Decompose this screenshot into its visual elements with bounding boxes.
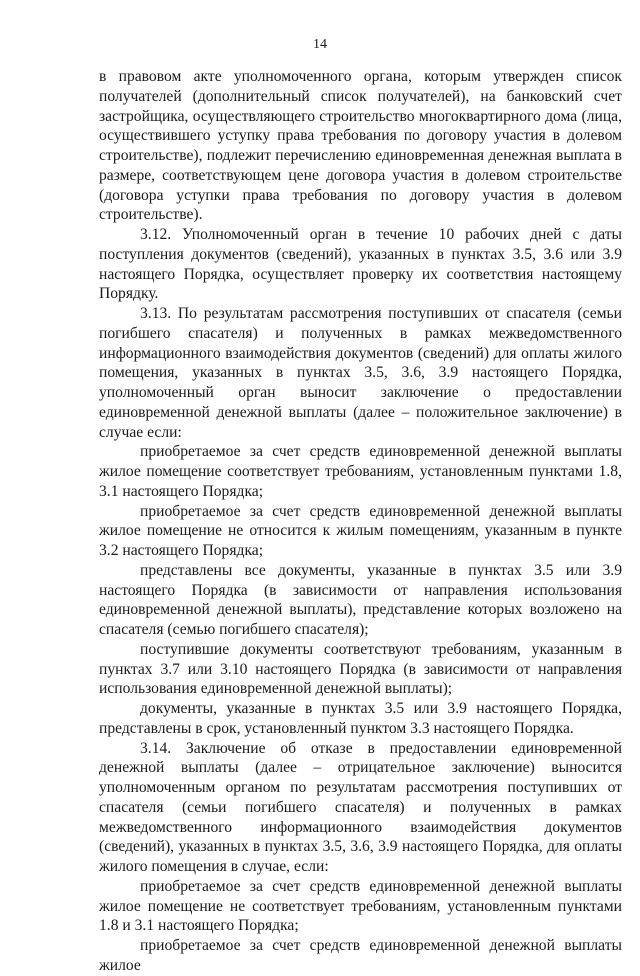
- paragraph-3-14: 3.14. Заключение об отказе в предоставлении единовременной денежной выплаты (далее – отрицательное заключение) выносится уполномоченным органом по результатам рассмотрения поступивших от спасателя (семьи погибшего спасателя) и полученных в рамках межведомственного информационного взаимодействия документов (сведений), указанных в пунктах 3.5, 3.6, 3.9 настоящего Порядка, для оплаты жилого помещения в случае, если:: [99, 739, 622, 875]
- document-body: [99, 67, 622, 976]
- condition-item: представлены все документы, указанные в пунктах 3.5 или 3.9 настоящего Порядка (в зависимости от направления использования единовременной денежной выплаты), представление которых возложено на спасателя (семью погибшего спасателя);: [99, 561, 622, 638]
- paragraph-3-13: 3.13. По результатам рассмотрения поступивших от спасателя (семьи погибшего спасателя) и полученных в рамках межведомственного информационного взаимодействия документов (сведений) для оплаты жилого помещения, указанных в пунктах 3.5, 3.6, 3.9 настоящего Порядка, уполномоченный орган выносит заключение о предоставлении единовременной денежной выплаты (далее – положительное заключение) в случае если:: [99, 305, 622, 441]
- condition-item: документы, указанные в пунктах 3.5 или 3.9 настоящего Порядка, представлены в срок, установленный пунктом 3.3 настоящего Порядка.: [99, 700, 622, 737]
- condition-item: приобретаемое за счет средств единовременной денежной выплаты жилое: [99, 937, 622, 974]
- condition-item: поступившие документы соответствуют требованиям, указанным в пунктах 3.7 или 3.10 настоящего Порядка (в зависимости от направления использования единовременной денежной выплаты);: [99, 640, 622, 698]
- condition-item: приобретаемое за счет средств единовременной денежной выплаты жилое помещение соответствует требованиям, установленным пунктами 1.8, 3.1 настоящего Порядка;: [99, 443, 622, 500]
- paragraph-continuation: в правовом акте уполномоченного органа, которым утвержден список получателей (дополнительный список получателей), на банковский счет застройщика, осуществляющего строительство многоквартирного дома (лица, осуществившего уступку права требования по договору участия в долевом строительстве), подлежит перечислению единовременная денежная выплата в размере, соответствующем цене договора участия в долевом строительстве (договора уступки права требования по договору участия в долевом строительстве).: [99, 68, 622, 224]
- condition-item: приобретаемое за счет средств единовременной денежной выплаты жилое помещение не относится к жилым помещениям, указанным в пункте 3.2 настоящего Порядка;: [99, 502, 622, 559]
- paragraph-3-12: 3.12. Уполномоченный орган в течение 10 рабочих дней с даты поступления документов (сведений), указанных в пунктах 3.5, 3.6 или 3.9 настоящего Порядка, осуществляет проверку их соответствия настоящему Порядку.: [99, 226, 622, 303]
- condition-item: приобретаемое за счет средств единовременной денежной выплаты жилое помещение не соответствует требованиям, установленным пунктами 1.8 и 3.1 настоящего Порядка;: [99, 877, 622, 935]
- page-number: 14: [313, 37, 327, 52]
